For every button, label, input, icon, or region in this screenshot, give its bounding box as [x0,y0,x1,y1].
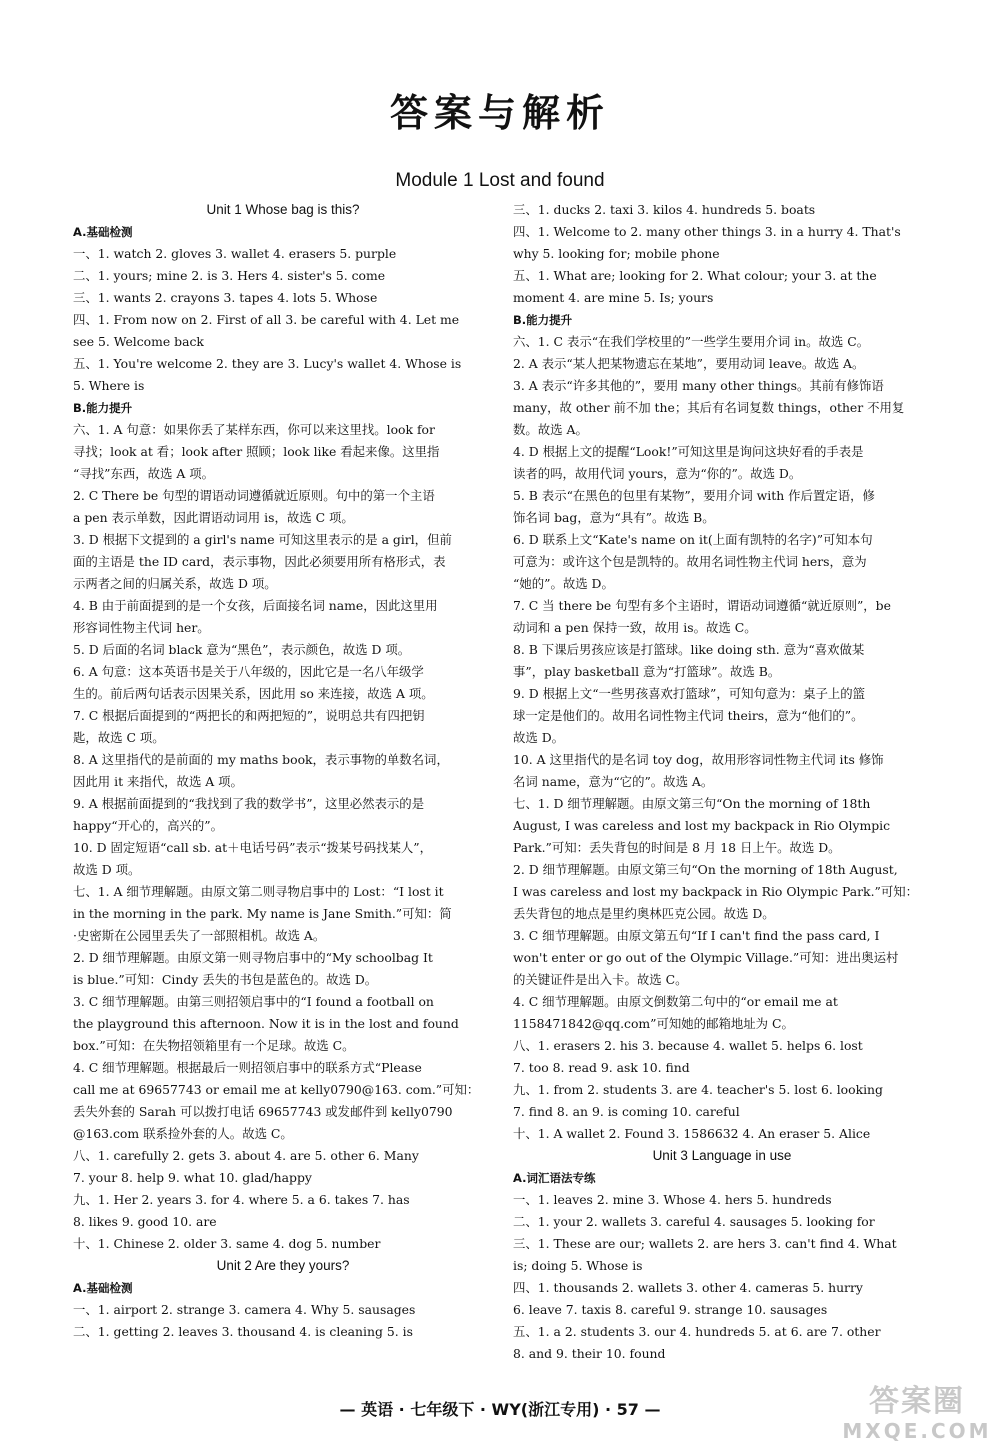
unit-heading: Unit 2 Are they yours? [216,1258,350,1273]
answer-line: 故选 D。 [513,730,565,745]
answer-line: 8. and 9. their 10. found [513,1346,666,1361]
answer-line: ·史密斯在公园里丢失了一部照相机。故选 A。 [73,928,326,943]
answer-line: 三、1. wants 2. crayons 3. tapes 4. lots 5. Whose [73,290,378,305]
answer-line: the playground this afternoon. Now it is in the lost and found [73,1016,459,1031]
answer-line: 5. Where is [73,378,145,393]
answer-line: 故选 D 项。 [73,862,141,877]
watermark-url: MXQE.COM [842,1419,992,1443]
answer-line: 动词和 a pen 保持一致，故用 is。故选 C。 [513,620,757,635]
answer-line: 饰名词 bag，意为“具有”。故选 B。 [513,510,715,525]
answer-line: 2. A 表示“某人把某物遗忘在某地”，要用动词 leave。故选 A。 [513,356,865,371]
answer-line: 一、1. watch 2. gloves 3. wallet 4. erasers 5. purple [73,246,397,261]
answer-line: 面的主语是 the ID card，表示事物，因此必须要用所有格形式，表 [73,554,446,569]
answer-line: 球一定是他们的。故用名词性物主代词 theirs，意为“他们的”。 [513,708,864,723]
left-column [73,199,493,1343]
answer-line: 二、1. yours; mine 2. is 3. Hers 4. sister's 5. come [73,268,386,283]
answer-line: 五、1. You're welcome 2. they are 3. Lucy's wallet 4. Whose is [73,356,462,371]
answer-line: see 5. Welcome back [73,334,204,349]
answer-line: 丢失背包的地点是里约奥林匹克公园。故选 D。 [513,906,775,921]
answer-line: is blue.”可知：Cindy 丢失的书包是蓝色的。故选 D。 [73,972,378,987]
answer-line: 二、1. getting 2. leaves 3. thousand 4. is cleaning 5. is [73,1324,413,1339]
answer-line: 三、1. These are our; wallets 2. are hers 3. can't find 4. What [513,1236,897,1251]
answer-line: moment 4. are mine 5. Is; yours [513,290,714,305]
answer-line: 2. D 细节理解题。由原文第三句“On the morning of 18th August, [513,862,898,877]
answer-line: I was careless and lost my backpack in Rio Olympic Park.”可知： [513,884,919,899]
answer-line: 4. C 细节理解题。由原文倒数第二句中的“or email me at [513,994,838,1009]
answer-line: August, I was careless and lost my backpack in Rio Olympic [513,818,891,833]
answer-line: 3. C 细节理解题。由第三则招领启事中的“I found a football on [73,994,434,1009]
answer-line: box.”可知：在失物招领箱里有一个足球。故选 C。 [73,1038,355,1053]
answer-line: 7. C 根据后面提到的“两把长的和两把短的”，说明总共有四把钥 [73,708,425,723]
answer-line: 3. A 表示“许多其他的”，要用 many other things。其前有修饰语 [513,378,884,393]
answer-line: call me at 69657743 or email me at kelly0790@163. com.”可知： [73,1082,480,1097]
answer-line: 6. A 句意：这本英语书是关于八年级的，因此它是一名八年级学 [73,664,424,679]
answer-line: 八、1. carefully 2. gets 3. about 4. are 5. other 6. Many [73,1148,419,1163]
right-column [513,199,931,1365]
answer-line: 因此用 it 来指代，故选 A 项。 [73,774,243,789]
answer-line: @163.com 联系捡外套的人。故选 C。 [73,1126,293,1141]
answer-line: 7. C 当 there be 句型有多个主语时，谓语动词遵循“就近原则”，be [513,598,891,613]
answer-line: 三、1. ducks 2. taxi 3. kilos 4. hundreds 5. boats [513,202,816,217]
answer-line: 十、1. A wallet 2. Found 3. 1586632 4. An eraser 5. Alice [513,1126,871,1141]
answer-line: 7. find 8. an 9. is coming 10. careful [513,1104,740,1119]
section-heading: A.基础检测 [73,225,133,239]
watermark-logo [842,1385,992,1445]
answer-line: why 5. looking for; mobile phone [513,246,720,261]
unit-heading: Unit 1 Whose bag is this? [206,202,360,217]
answer-line: 读者的吗，故用代词 yours，意为“你的”。故选 D。 [513,466,802,481]
answer-line: many，故 other 前不加 the；其后有名词复数 things，other 不用复 [513,400,905,415]
answer-line: happy“开心的，高兴的”。 [73,818,224,833]
answer-line: 匙，故选 C 项。 [73,730,165,745]
answer-line: 7. too 8. read 9. ask 10. find [513,1060,690,1075]
answer-line: 六、1. C 表示“在我们学校里的”一些学生要用介词 in。故选 C。 [513,334,870,349]
answer-line: 3. D 根据下文提到的 a girl's name 可知这里表示的是 a girl，但前 [73,532,452,547]
answer-line: 丢失外套的 Sarah 可以拨打电话 69657743 或发邮件到 kelly0790 [73,1104,453,1119]
answer-line: 2. C There be 句型的谓语动词遵循就近原则。句中的第一个主语 [73,488,435,503]
answer-line: in the morning in the park. My name is Jane Smith.”可知：简 [73,906,452,921]
answer-line: 二、1. your 2. wallets 3. careful 4. sausages 5. looking for [513,1214,875,1229]
answer-line: 五、1. What are; looking for 2. What colour; your 3. at the [513,268,877,283]
answer-line: 五、1. a 2. students 3. our 4. hundreds 5. at 6. are 7. other [513,1324,881,1339]
answer-line: 四、1. thousands 2. wallets 3. other 4. cameras 5. hurry [513,1280,863,1295]
answer-line: won't enter or go out of the Olympic Village.”可知：进出奥运村 [513,950,899,965]
watermark-text: 答案圈 [869,1384,965,1419]
answer-line: 七、1. D 细节理解题。由原文第三句“On the morning of 18th [513,796,871,811]
answer-line: Park.”可知：丢失背包的时间是 8 月 18 日上午。故选 D。 [513,840,841,855]
answer-line: 5. B 表示“在黑色的包里有某物”，要用介词 with 作后置定语，修 [513,488,875,503]
answer-line: 5. D 后面的名词 black 意为“黑色”，表示颜色，故选 D 项。 [73,642,411,657]
answer-line: 8. likes 9. good 10. are [73,1214,217,1229]
answer-line: 一、1. airport 2. strange 3. camera 4. Why 5. sausages [73,1302,416,1317]
answer-line: 8. A 这里指代的是前面的 my maths book，表示事物的单数名词， [73,752,449,767]
answer-line: 数。故选 A。 [513,422,588,437]
answer-line: 4. C 细节理解题。根据最后一则招领启事中的联系方式“Please [73,1060,422,1075]
answer-line: 可意为：或许这个包是凯特的。故用名词性物主代词 hers，意为 [513,554,867,569]
answer-line: 形容词性物主代词 her。 [73,620,210,635]
answer-line: 10. D 固定短语“call sb. at＋电话号码”表示“拨某号码找某人”， [73,840,433,855]
page-title: 答案与解析 [389,91,610,135]
answer-line: 的关键证件是出入卡。故选 C。 [513,972,688,987]
answer-line: 事”，play basketball 意为“打篮球”。故选 B。 [513,664,781,679]
answer-line: is; doing 5. Whose is [513,1258,643,1273]
answer-line: 6. leave 7. taxis 8. careful 9. strange 10. sausages [513,1302,828,1317]
answer-line: 寻找；look at 看；look after 照顾；look like 看起来像。这里指 [73,444,440,459]
answer-line: 十、1. Chinese 2. older 3. same 4. dog 5. number [73,1236,381,1251]
answer-line: 七、1. A 细节理解题。由原文第二则寻物启事中的 Lost：“I lost it [73,884,444,899]
answer-line: 4. B 由于前面提到的是一个女孩，后面接名词 name，因此这里用 [73,598,438,613]
answer-line: 一、1. leaves 2. mine 3. Whose 4. hers 5. hundreds [513,1192,832,1207]
answer-line: 九、1. Her 2. years 3. for 4. where 5. a 6. takes 7. has [73,1192,410,1207]
answer-line: 8. B 下课后男孩应该是打篮球。like doing sth. 意为“喜欢做某 [513,642,865,657]
answer-line: “寻找”东西，故选 A 项。 [73,466,215,481]
answer-line: 四、1. Welcome to 2. many other things 3. in a hurry 4. That's [513,224,901,239]
answer-line: 九、1. from 2. students 3. are 4. teacher's 5. lost 6. looking [513,1082,883,1097]
answer-line: “她的”。故选 D。 [513,576,614,591]
unit-heading: Unit 3 Language in use [652,1148,792,1163]
page-footer: — 英语 · 七年级下 · WY(浙江专用) · 57 — [339,1400,661,1419]
answer-line: 四、1. From now on 2. First of all 3. be careful with 4. Let me [73,312,460,327]
module-title: Module 1 Lost and found [395,170,605,191]
answer-line: 10. A 这里指代的是名词 toy dog，故用形容词性物主代词 its 修饰 [513,752,884,767]
answer-line: 4. D 根据上文的提醒“Look!”可知这里是询问这块好看的手表是 [513,444,864,459]
answer-line: a pen 表示单数，因此谓语动词用 is，故选 C 项。 [73,510,354,525]
answer-line: 2. D 细节理解题。由原文第一则寻物启事中的“My schoolbag It [73,950,433,965]
section-heading: B.能力提升 [513,313,573,327]
answer-line: 7. your 8. help 9. what 10. glad/happy [73,1170,312,1185]
answer-line: 1158471842@qq.com”可知她的邮箱地址为 C。 [513,1016,794,1031]
answer-line: 9. D 根据上文“一些男孩喜欢打篮球”，可知句意为：桌子上的篮 [513,686,866,701]
section-heading: A.基础检测 [73,1281,133,1295]
answer-line: 名词 name，意为“它的”。故选 A。 [513,774,714,789]
answer-line: 八、1. erasers 2. his 3. because 4. wallet 5. helps 6. lost [513,1038,863,1053]
answer-line: 6. D 联系上文“Kate's name on it(上面有凯特的名字)”可知本句 [513,532,873,547]
answer-line: 示两者之间的归属关系，故选 D 项。 [73,576,277,591]
answer-line: 六、1. A 句意：如果你丢了某样东西，你可以来这里找。look for [73,422,435,437]
answer-line: 生的。前后两句话表示因果关系，因此用 so 来连接，故选 A 项。 [73,686,434,701]
section-heading: A.词汇语法专练 [513,1171,596,1185]
answer-line: 3. C 细节理解题。由原文第五句“If I can't find the pass card, I [513,928,880,943]
section-heading: B.能力提升 [73,401,133,415]
answer-line: 9. A 根据前面提到的“我找到了我的数学书”，这里必然表示的是 [73,796,425,811]
